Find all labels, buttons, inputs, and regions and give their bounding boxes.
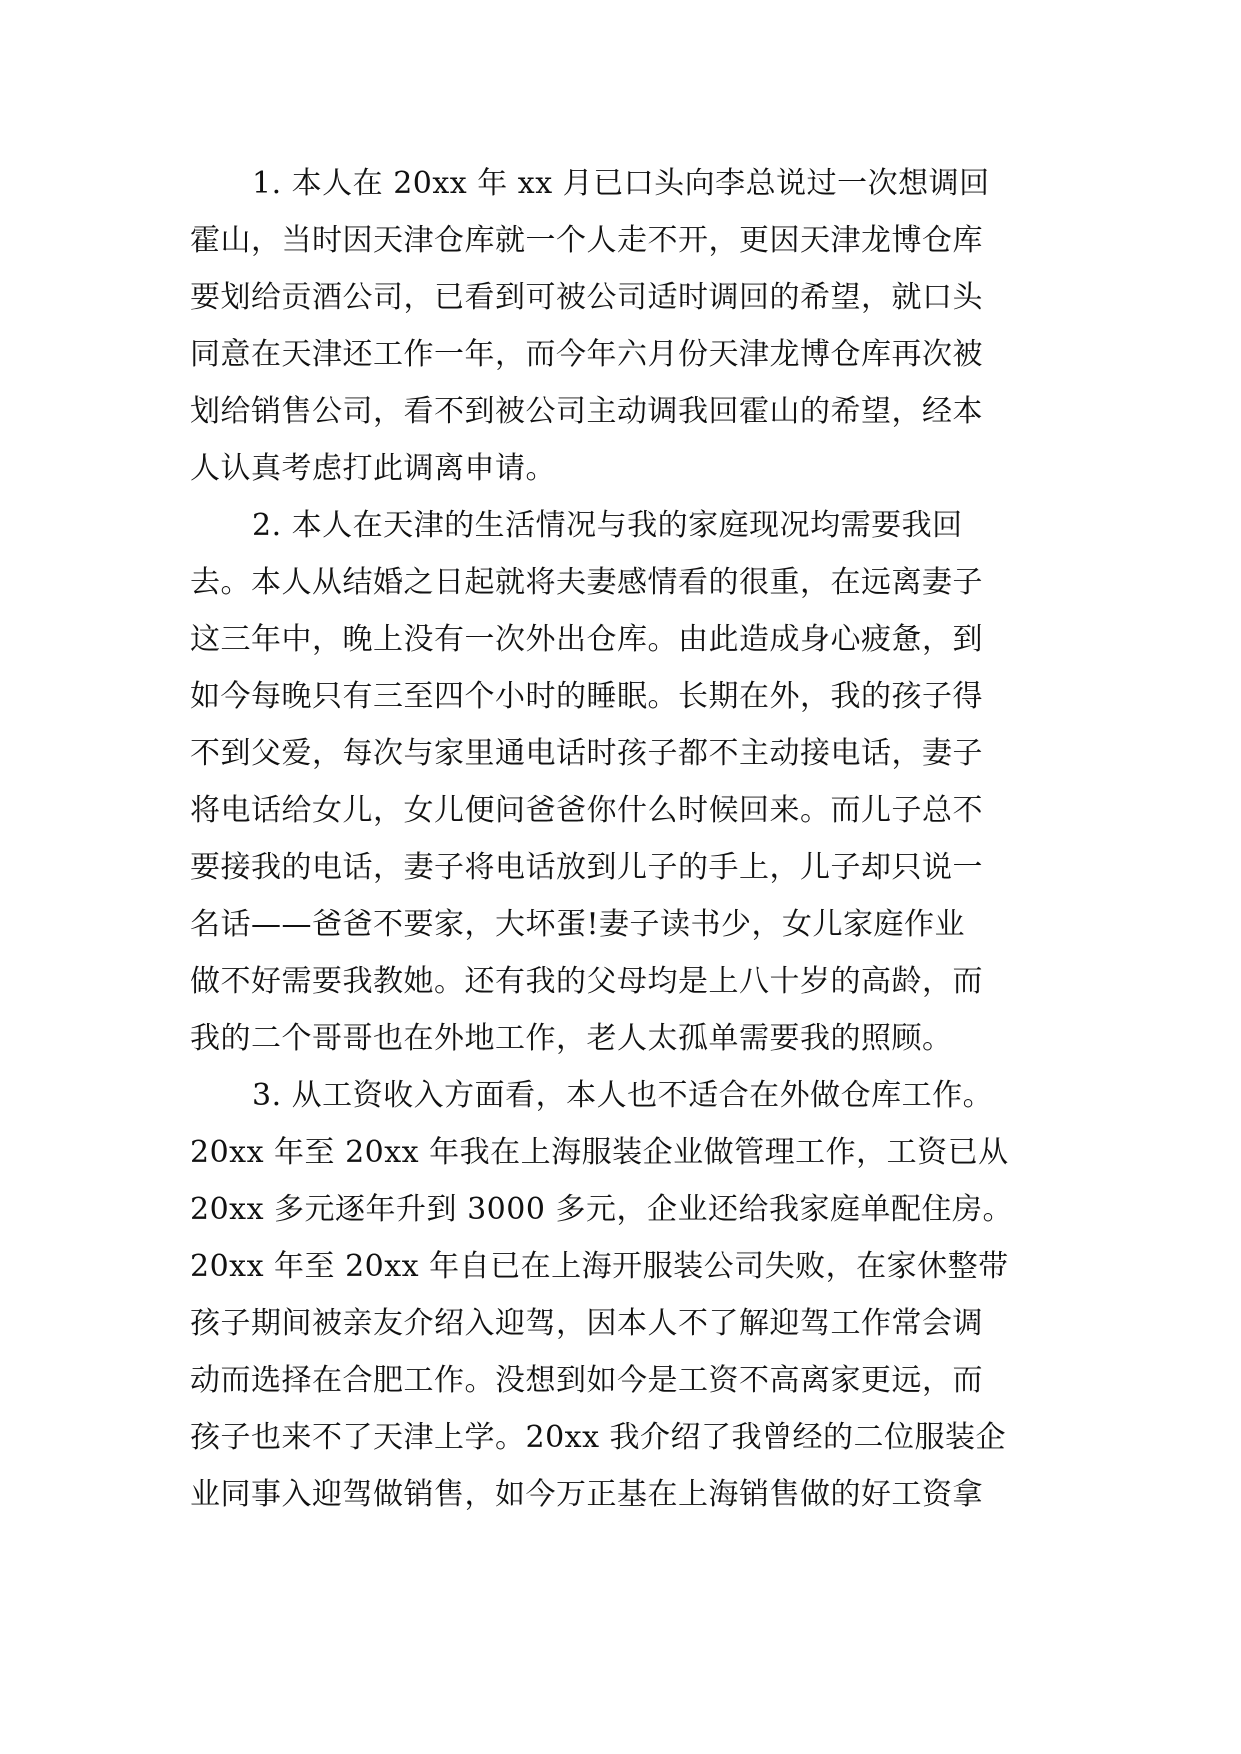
paragraph-3-line-1: 3. 从工资收入方面看，本人也不适合在外做仓库工作。: [252, 1078, 994, 1113]
paragraph-2-line-3: 这三年中，晚上没有一次外出仓库。由此造成身心疲惫，到: [190, 622, 983, 657]
paragraph-3-line-2: 20xx 年至 20xx 年我在上海服装企业做管理工作，工资已从: [190, 1135, 1009, 1170]
paragraph-2-line-4: 如今每晚只有三至四个小时的睡眠。长期在外，我的孩子得: [190, 679, 983, 714]
paragraph-2-line-1: 2. 本人在天津的生活情况与我的家庭现况均需要我回: [252, 508, 963, 543]
paragraph-2-line-9: 做不好需要我教她。还有我的父母均是上八十岁的高龄，而: [190, 964, 983, 999]
paragraph-3-line-7: 孩子也来不了天津上学。20xx 我介绍了我曾经的二位服装企: [190, 1420, 1007, 1455]
paragraph-2-line-8: 名话——爸爸不要家，大坏蛋!妻子读书少，女儿家庭作业: [190, 907, 966, 942]
paragraph-2-line-10: 我的二个哥哥也在外地工作，老人太孤单需要我的照顾。: [190, 1021, 953, 1056]
paragraph-2-line-2: 去。本人从结婚之日起就将夫妻感情看的很重，在远离妻子: [190, 565, 983, 600]
paragraph-1-line-4: 同意在天津还工作一年，而今年六月份天津龙博仓库再次被: [190, 337, 983, 372]
paragraph-3-line-3: 20xx 多元逐年升到 3000 多元，企业还给我家庭单配住房。: [190, 1192, 1013, 1227]
document-body: [190, 155, 1050, 1523]
paragraph-1-line-2: 霍山，当时因天津仓库就一个人走不开，更因天津龙博仓库: [190, 223, 983, 258]
paragraph-2-line-5: 不到父爱，每次与家里通电话时孩子都不主动接电话，妻子: [190, 736, 983, 771]
paragraph-3-line-5: 孩子期间被亲友介绍入迎驾，因本人不了解迎驾工作常会调: [190, 1306, 983, 1341]
paragraph-1-line-3: 要划给贡酒公司，已看到可被公司适时调回的希望，就口头: [190, 280, 983, 315]
paragraph-1-line-6: 人认真考虑打此调离申请。: [190, 451, 556, 486]
paragraph-2-line-6: 将电话给女儿，女儿便问爸爸你什么时候回来。而儿子总不: [190, 793, 983, 828]
paragraph-1-line-5: 划给销售公司，看不到被公司主动调我回霍山的希望，经本: [190, 394, 983, 429]
paragraph-3-line-4: 20xx 年至 20xx 年自已在上海开服装公司失败，在家休整带: [190, 1249, 1009, 1284]
paragraph-2-line-7: 要接我的电话，妻子将电话放到儿子的手上，儿子却只说一: [190, 850, 983, 885]
paragraph-3-line-6: 动而选择在合肥工作。没想到如今是工资不高离家更远，而: [190, 1363, 983, 1398]
paragraph-1-line-1: 1. 本人在 20xx 年 xx 月已口头向李总说过一次想调回: [252, 166, 990, 201]
paragraph-3-line-8: 业同事入迎驾做销售，如今万正基在上海销售做的好工资拿: [190, 1477, 983, 1512]
